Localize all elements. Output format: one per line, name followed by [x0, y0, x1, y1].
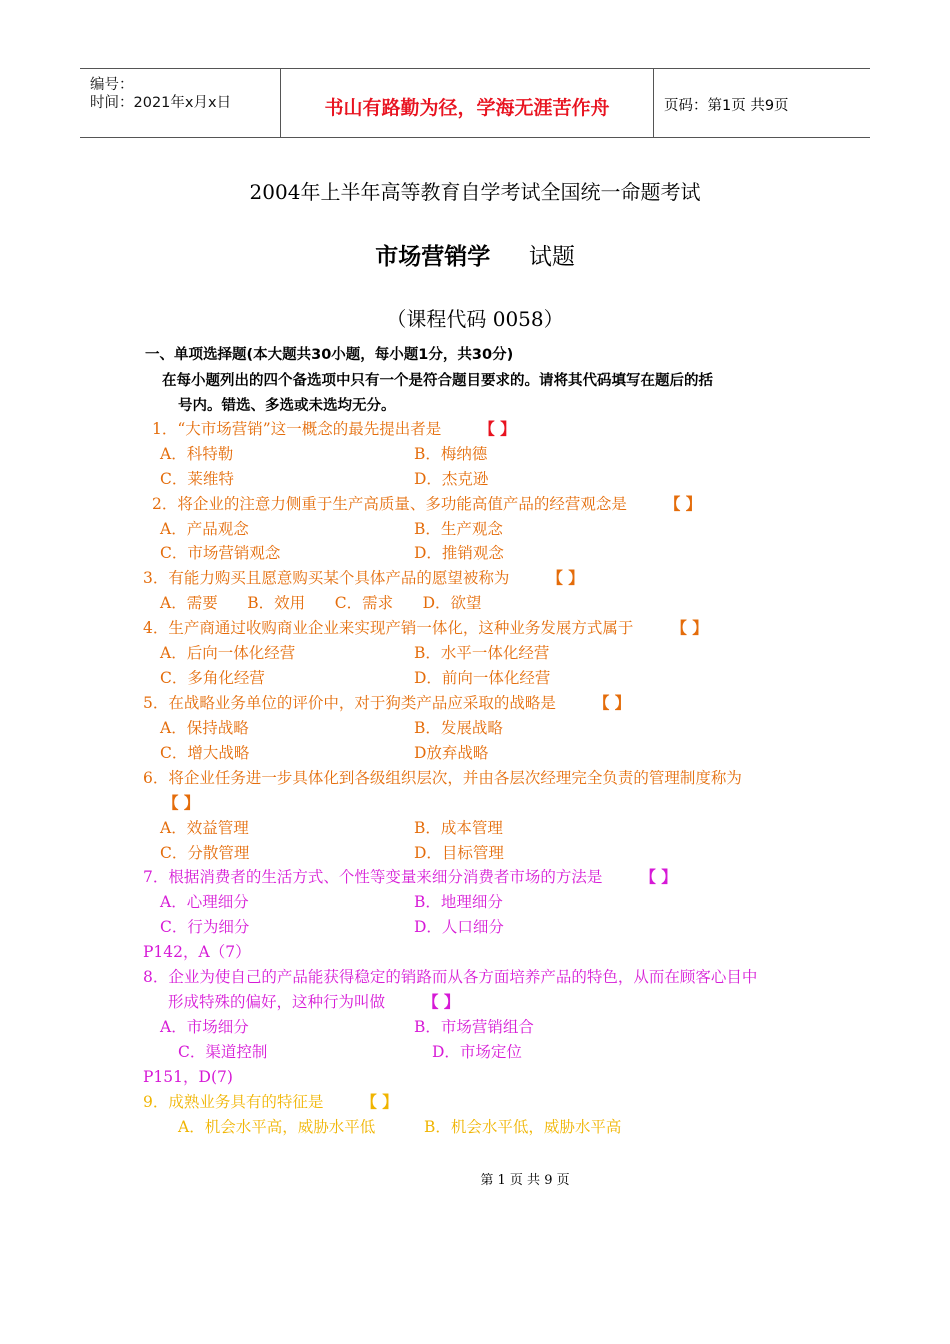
answer-bracket: 【 】: [547, 569, 584, 587]
question-5-option-d: D放弃战略: [414, 744, 489, 762]
answer-bracket: 【 】: [664, 495, 702, 513]
question-8-stem-1: 8．企业为使自己的产品能获得稳定的销路而从各方面培养产品的特色，从而在顾客心目中: [143, 968, 758, 986]
question-8-option-d: D．市场定位: [432, 1043, 522, 1061]
page-info: 页码：第1页 共9页: [664, 98, 789, 114]
answer-bracket: 【 】: [361, 1093, 398, 1111]
question-7-option-a: A．心理细分: [160, 893, 249, 911]
paper-label: 试题: [528, 244, 575, 270]
question-3-stem: 3．有能力购买且愿意购买某个具体产品的愿望被称为 【 】: [143, 569, 584, 587]
answer-bracket: 【 】: [640, 868, 677, 886]
question-5-option-c: C．增大战略: [160, 744, 250, 762]
question-8-option-b: B．市场营销组合: [414, 1018, 534, 1036]
question-8-note: P151，D(7): [143, 1068, 233, 1086]
section-instruction-1: 在每小题列出的四个备选项中只有一个是符合题目要求的。请将其代码填写在题后的括: [162, 373, 713, 389]
question-1-option-c: C．莱维特: [160, 470, 234, 488]
header-left-cell: [80, 69, 280, 137]
question-1-option-d: D．杰克逊: [414, 470, 489, 488]
question-6-option-d: D．目标管理: [414, 844, 504, 862]
section-instruction-2: 号内。错选、多选或未选均无分。: [178, 398, 396, 414]
question-2-stem: 2．将企业的注意力侧重于生产高质量、多功能高值产品的经营观念是 【 】: [152, 495, 702, 513]
question-1-stem: 1．“大市场营销”这一概念的最先提出者是 【 】: [152, 420, 516, 438]
question-4-stem: 4．生产商通过收购商业企业来实现产销一体化，这种业务发展方式属于 【 】: [143, 619, 708, 637]
question-4-option-d: D．前向一体化经营: [414, 669, 551, 687]
question-6-option-a: A．效益管理: [160, 819, 249, 837]
question-6-stem: 6．将企业任务进一步具体化到各级组织层次，并由各层次经理完全负责的管理制度称为: [143, 769, 742, 787]
question-6-option-c: C．分散管理: [160, 844, 250, 862]
question-2-option-c: C．市场营销观念: [160, 544, 281, 562]
question-7-option-d: D．人口细分: [414, 918, 504, 936]
question-4-option-b: B．水平一体化经营: [414, 644, 550, 662]
section-heading: 一、单项选择题(本大题共30小题，每小题1分，共30分): [145, 347, 514, 363]
question-7-note: P142，A（7）: [143, 943, 251, 961]
course-code: （课程代码 0058）: [386, 307, 564, 331]
question-7-stem: 7．根据消费者的生活方式、个性等变量来细分消费者市场的方法是 【 】: [143, 868, 677, 886]
question-1-option-b: B．梅纳德: [414, 445, 488, 463]
answer-bracket: 【 】: [479, 420, 516, 438]
question-1-option-a: A．科特勒: [160, 445, 234, 463]
question-6-bracket: [163, 791, 199, 813]
question-8-option-a: A．市场细分: [160, 1018, 249, 1036]
header-page-cell: [654, 69, 870, 137]
answer-bracket: 【 】: [671, 619, 708, 637]
document-header: [80, 68, 870, 138]
question-5-stem: 5．在战略业务单位的评价中，对于狗类产品应采取的战略是 【 】: [143, 694, 631, 712]
question-5-option-b: B．发展战略: [414, 719, 503, 737]
question-7-option-b: B．地理细分: [414, 893, 503, 911]
question-2-option-d: D．推销观念: [414, 544, 504, 562]
question-4-option-c: C．多角化经营: [160, 669, 265, 687]
answer-bracket: 【 】: [163, 794, 200, 812]
question-9-option-a: A．机会水平高，威胁水平低: [178, 1118, 376, 1136]
header-motto-cell: [280, 69, 654, 137]
question-8-stem-2: 形成特殊的偏好，这种行为叫做 【 】: [168, 993, 460, 1011]
document-number: 编号：: [90, 77, 134, 93]
question-3-options: A．需要 B．效用 C．需求 D．欲望: [160, 594, 482, 612]
question-8-option-c: C．渠道控制: [178, 1043, 268, 1061]
question-7-option-c: C．行为细分: [160, 918, 250, 936]
question-2-option-b: B．生产观念: [414, 520, 503, 538]
exam-title: 2004年上半年高等教育自学考试全国统一命题考试: [249, 180, 701, 204]
answer-bracket: 【 】: [593, 694, 631, 712]
question-5-option-a: A．保持战略: [160, 719, 249, 737]
question-4-option-a: A．后向一体化经营: [160, 644, 296, 662]
question-9-stem: 9．成熟业务具有的特征是 【 】: [143, 1093, 398, 1111]
page-footer: 第 1 页 共 9 页: [480, 1173, 570, 1188]
motto: 书山有路勤为径，学海无涯苦作舟: [324, 97, 610, 119]
subject-name: 市场营销学: [375, 244, 491, 270]
question-2-option-a: A．产品观念: [160, 520, 249, 538]
question-9-option-b: B．机会水平低，威胁水平高: [424, 1118, 622, 1136]
question-6-option-b: B．成本管理: [414, 819, 503, 837]
answer-bracket: 【 】: [423, 993, 460, 1011]
subject-title: [0, 238, 950, 271]
document-date: 时间：2021年x月x日: [90, 95, 232, 111]
